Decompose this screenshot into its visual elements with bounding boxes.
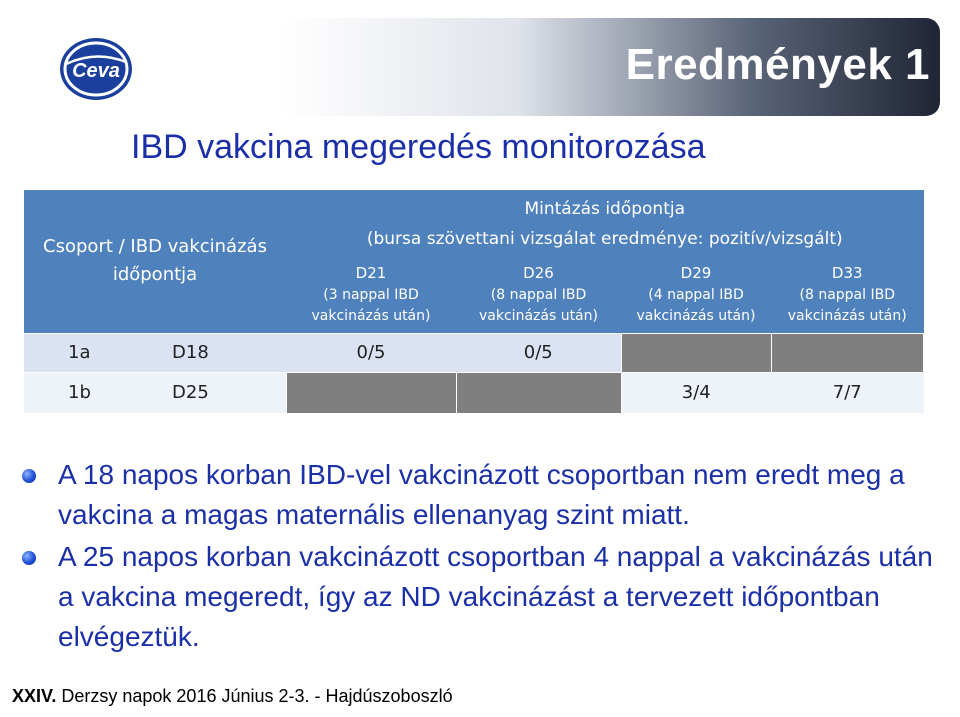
empty-grey-cell <box>771 333 924 372</box>
bullet-icon <box>22 551 36 565</box>
empty-grey-cell <box>456 372 621 413</box>
table-row <box>24 372 924 413</box>
column-header-d21: D21 (3 nappal IBD vakcinázás után) <box>286 258 456 333</box>
bullet-icon <box>22 469 36 483</box>
column-header-d29: D29 (4 nappal IBD vakcinázás után) <box>621 258 771 333</box>
column-header-d26: D26 (8 nappal IBD vakcinázás után) <box>456 258 621 333</box>
table-row <box>24 333 924 372</box>
value-cell: 0/5 <box>456 333 621 372</box>
ceva-logo-icon <box>58 36 134 102</box>
bullet-list <box>58 455 943 659</box>
footer-text: XXIV. Derzsy napok 2016 Június 2-3. - Hajdúszoboszló <box>12 686 453 706</box>
bullet-item: A 25 napos korban vakcinázott csoportban 4 nappal a vakcinázás után a vakcina megeredt, így az ND vakcinázást a tervezett időpontban elvégeztük. <box>58 537 943 657</box>
value-cell: 7/7 <box>771 372 924 413</box>
slide-title: Eredmények 1 <box>625 40 930 89</box>
empty-grey-cell <box>621 333 771 372</box>
page-subtitle: IBD vakcina megeredés monitorozása <box>131 128 706 166</box>
sampling-header: Mintázás időpontja (bursa szövettani vizsgálat eredménye: pozitív/vizsgált) <box>286 190 924 258</box>
results-table <box>24 190 924 413</box>
value-cell: 3/4 <box>621 372 771 413</box>
corner-header: Csoport / IBD vakcinázás időpontja <box>24 190 286 333</box>
row-group-cell: 1b D25 <box>24 372 286 413</box>
column-header-d33: D33 (8 nappal IBD vakcinázás után) <box>771 258 924 333</box>
bullet-item: A 18 napos korban IBD-vel vakcinázott csoportban nem eredt meg a vakcina a magas maternális ellenanyag szint miatt. <box>58 455 943 535</box>
value-cell: 0/5 <box>286 333 456 372</box>
logo-text: Ceva <box>72 60 120 82</box>
empty-grey-cell <box>286 372 456 413</box>
row-group-cell: 1a D18 <box>24 333 286 372</box>
